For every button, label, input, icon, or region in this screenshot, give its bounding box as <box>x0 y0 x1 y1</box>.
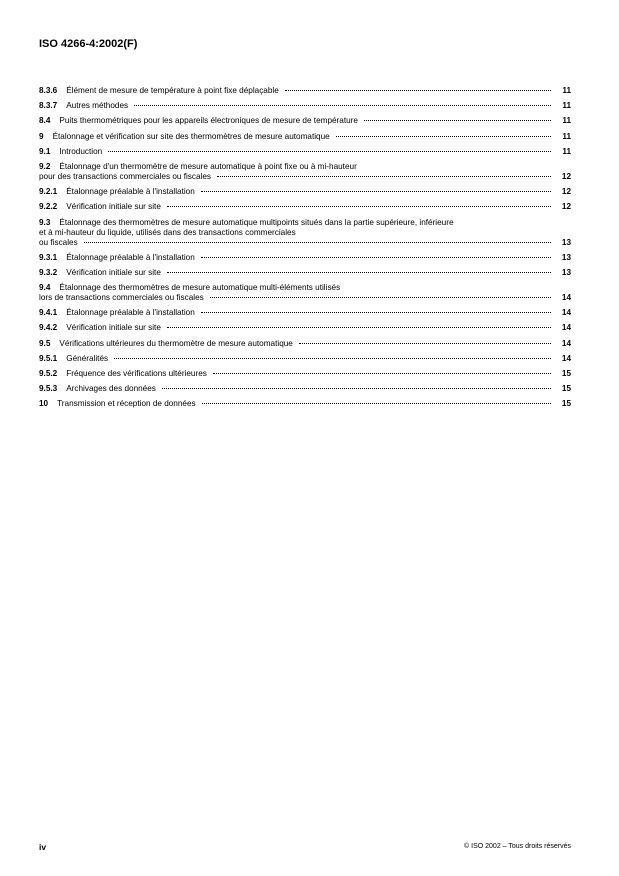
toc-entry-number: 8.4 <box>39 116 51 126</box>
toc-entry-number: 9.4.2 <box>39 323 58 333</box>
toc-entry-number: 9.3.1 <box>39 252 58 262</box>
toc-entry[interactable] <box>39 101 571 111</box>
toc-entry-title-line: lors de transactions commerciales ou fiscales <box>39 293 204 303</box>
dot-leader <box>201 257 551 258</box>
toc-entry-page-number: 14 <box>561 293 571 303</box>
toc-entry[interactable] <box>39 369 571 379</box>
dot-leader <box>84 242 551 243</box>
toc-entry-title-line: Introduction <box>59 146 103 156</box>
toc-entry-number: 9.5.2 <box>39 369 58 378</box>
toc-entry-page-number: 11 <box>562 131 571 141</box>
toc-entry-title-line: Vérification initiale sur site <box>66 267 161 277</box>
dot-leader <box>364 120 551 121</box>
toc-entry-title-line: Puits thermométriques pour les appareils électroniques de mesure de température <box>59 116 358 126</box>
toc-entry[interactable] <box>39 253 571 263</box>
dot-leader <box>285 90 551 91</box>
footer-page-number: iv <box>39 842 47 852</box>
toc-entry-title-line: pour des transactions commerciales ou fiscales <box>39 171 212 181</box>
dot-leader <box>201 191 551 192</box>
dot-leader <box>210 297 551 298</box>
toc-entry-title-line: Archivages des données <box>66 384 156 394</box>
toc-entry-page-number: 14 <box>561 323 571 333</box>
toc-entry-number: 9.3 <box>39 217 51 227</box>
toc-entry-page-number: 13 <box>561 267 571 277</box>
toc-entry-title-line: Étalonnage préalable à l'installation <box>66 308 195 318</box>
toc-entry-number: 10 <box>39 399 49 409</box>
toc-entry[interactable] <box>39 162 571 182</box>
dot-leader <box>299 343 551 344</box>
toc-entry[interactable] <box>39 132 571 142</box>
dot-leader <box>336 136 551 137</box>
dot-leader <box>217 176 551 177</box>
toc-entry-page-number: 15 <box>561 369 571 378</box>
dot-leader <box>202 403 551 404</box>
toc-entry-number: 9.5 <box>39 338 51 348</box>
toc-entry-page-number: 14 <box>561 308 571 318</box>
toc-entry-title-line: Étalonnage des thermomètres de mesure automatique multipoints situés dans la partie supérieure, inférieure <box>59 217 454 227</box>
toc-entry-page-number: 14 <box>561 338 571 348</box>
toc-entry[interactable] <box>39 339 571 349</box>
toc-entry-title-line: ou fiscales <box>39 237 78 247</box>
toc-entry-number: 8.3.6 <box>39 86 58 95</box>
toc-entry[interactable] <box>39 268 571 278</box>
dot-leader <box>134 105 551 106</box>
dot-leader <box>167 327 551 328</box>
toc-entry-title-line: Étalonnage préalable à l'installation <box>66 187 195 197</box>
toc-entry-number: 9.5.3 <box>39 384 58 394</box>
table-of-contents <box>39 86 571 415</box>
toc-entry[interactable] <box>39 187 571 197</box>
toc-entry[interactable] <box>39 116 571 126</box>
toc-entry-page-number: 12 <box>561 171 571 181</box>
toc-entry-number: 9.2.2 <box>39 202 58 212</box>
toc-entry-title-line: Étalonnage et vérification sur site des thermomètres de mesure automatique <box>52 131 330 141</box>
toc-entry-title-line: Étalonnage préalable à l'installation <box>66 252 195 262</box>
toc-entry-title-line: Fréquence des vérifications ultérieures <box>66 369 207 378</box>
dot-leader <box>213 373 551 374</box>
toc-entry-title-line: Étalonnage d'un thermomètre de mesure automatique à point fixe ou à mi-hauteur <box>59 161 357 171</box>
toc-entry-number: 9.3.2 <box>39 267 58 277</box>
toc-entry-page-number: 13 <box>561 252 571 262</box>
toc-entry-number: 9.1 <box>39 146 51 156</box>
toc-entry-title-line: Élément de mesure de température à point fixe déplaçable <box>66 86 279 95</box>
toc-entry[interactable] <box>39 384 571 394</box>
toc-entry[interactable] <box>39 323 571 333</box>
toc-entry-page-number: 11 <box>562 146 571 156</box>
toc-entry-page-number: 11 <box>562 116 571 126</box>
toc-entry[interactable] <box>39 147 571 157</box>
toc-entry-page-number: 14 <box>561 353 571 363</box>
toc-entry-number: 9.4.1 <box>39 308 58 318</box>
toc-entry-page-number: 12 <box>561 187 571 197</box>
toc-entry-number: 9.2 <box>39 161 51 171</box>
toc-entry[interactable] <box>39 86 571 96</box>
dot-leader <box>201 312 551 313</box>
toc-entry-number: 8.3.7 <box>39 101 58 111</box>
toc-entry-number: 9 <box>39 131 44 141</box>
toc-entry-title-line: Généralités <box>66 353 109 363</box>
toc-entry-title-line: Vérification initiale sur site <box>66 323 161 333</box>
toc-entry-page-number: 11 <box>562 101 571 111</box>
toc-entry-title-line: Autres méthodes <box>66 101 129 111</box>
dot-leader <box>167 272 551 273</box>
dot-leader <box>108 151 551 152</box>
document-header-title: ISO 4266-4:2002(F) <box>39 38 138 50</box>
toc-entry[interactable] <box>39 283 571 303</box>
toc-entry-title-line: Vérification initiale sur site <box>66 202 161 212</box>
toc-entry-title-line: Étalonnage des thermomètres de mesure automatique multi-éléments utilisés <box>59 283 341 293</box>
toc-entry[interactable] <box>39 354 571 364</box>
toc-entry-page-number: 13 <box>561 237 571 247</box>
footer-copyright: © ISO 2002 – Tous droits réservés <box>464 843 571 850</box>
toc-entry-title-line: Transmission et réception de données <box>57 399 196 409</box>
toc-entry[interactable] <box>39 308 571 318</box>
dot-leader <box>167 206 551 207</box>
toc-entry-page-number: 15 <box>561 384 571 394</box>
toc-entry-number: 9.5.1 <box>39 353 58 363</box>
toc-entry-page-number: 11 <box>562 86 571 95</box>
dot-leader <box>162 388 551 389</box>
toc-entry[interactable] <box>39 202 571 212</box>
toc-entry[interactable] <box>39 218 571 248</box>
toc-entry-page-number: 12 <box>561 202 571 212</box>
toc-entry-title-line: Vérifications ultérieures du thermomètre de mesure automatique <box>59 338 293 348</box>
toc-entry-number: 9.4 <box>39 283 51 293</box>
toc-entry-title-line: et à mi-hauteur du liquide, utilisés dans des transactions commerciales <box>39 227 296 237</box>
toc-entry-page-number: 15 <box>561 399 571 409</box>
dot-leader <box>114 358 551 359</box>
toc-entry-number: 9.2.1 <box>39 187 58 197</box>
toc-entry[interactable] <box>39 399 571 409</box>
